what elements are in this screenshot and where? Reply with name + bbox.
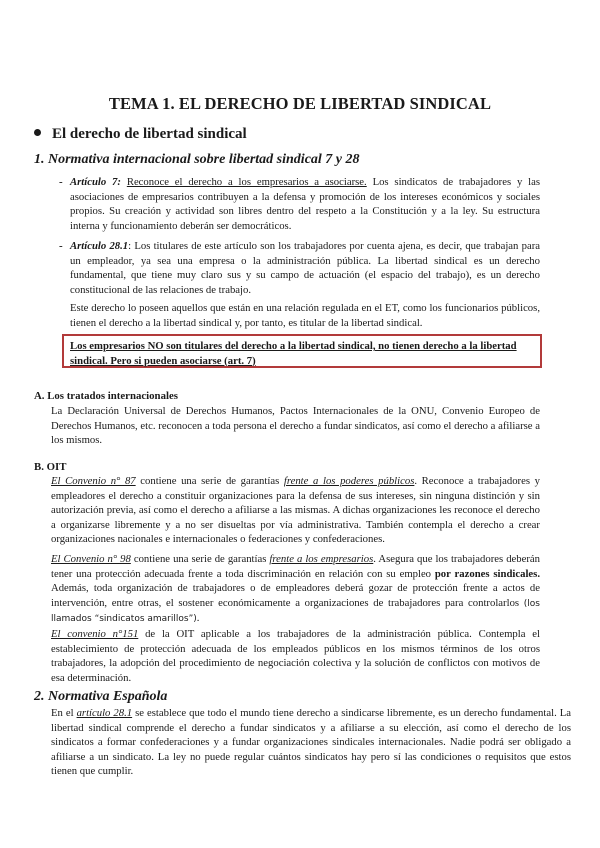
paragraph-convenio-151 (51, 627, 540, 685)
handwritten-note: (los llamados “sindicatos amarillos”) (51, 598, 540, 625)
page-title: TEMA 1. EL DERECHO DE LIBERTAD SINDICAL (108, 94, 492, 113)
section-heading-libertad-sindical (34, 126, 247, 143)
section-heading-text: El derecho de libertad sindical (52, 126, 247, 142)
convenio-98-end: . (196, 612, 200, 625)
dash-bullet: - (59, 240, 63, 252)
paragraph-art7 (70, 175, 540, 233)
subheading-normativa-internacional: 1. Normativa internacional sobre libertad sindical 7 y 28 (34, 152, 360, 167)
paragraph-normativa-espanola (51, 706, 571, 779)
convenio-87-mid: contiene una serie de garantías (135, 475, 284, 487)
convenio-98-text-1: . Asegura que los trabajadores deberán tener una protección adecuada frente a toda discriminación en relación con su empleo (51, 553, 541, 580)
convenio-98-mid: contiene una serie de garantías (130, 553, 270, 565)
convenio-98-bold: por razones sindicales. (434, 567, 540, 580)
convenio-98-text-2: Además, toda organización de trabajadores o de empleadores deberá gozar de protección frente a actos de intervención, entre otras, el sostener económicamente a organizaciones de trabajadores para controlarlos (51, 582, 540, 609)
highlight-box-text: Los empresarios NO son titulares del derecho a la libertad sindical, no tienen derecho a la libertad sindical. Pero si pueden asociarse (art. 7) (70, 340, 517, 367)
highlight-box (62, 334, 542, 368)
subheading-oit: B. OIT (34, 461, 67, 473)
dash-bullet: - (59, 176, 63, 188)
bullet-icon (34, 129, 41, 136)
normativa-pre: En el (51, 707, 77, 719)
art7-text: Los sindicatos de trabajadores y las asociaciones de empresarios contribuyen a la defensa y promoción de los intereses económicos y sociales propios. Su creación y actividad son libres dentro del respeto a la Constitución y a la ley. Su estructura interna y funcionamiento deberán ser democráticos. (70, 176, 541, 232)
paragraph-convenio-98 (51, 552, 540, 627)
art28-label: Artículo 28.1 (70, 240, 129, 252)
paragraph-convenio-87 (51, 474, 540, 547)
art28-text: : Los titulares de este artículo son los trabajadores por cuenta ajena, es decir, que trabajan para un empleador, ya sea una empresa o la administración pública. La libertad sindical es un derecho fundamental, que tiene muy claro sus y su campo de actuación (el espacio del trabajo), es un derecho constitucional de las relaciones de trabajo. (70, 240, 541, 296)
convenio-151-text: de la OIT aplicable a los trabajadores de la administración pública. Contempla el establecimiento de protección adecuada de los empleados públicos en los mismos términos de los otros trabajadores, la adopción del procedimiento de negociación colectiva y la solución de conflictos con motivos de esa determinación. (51, 628, 540, 684)
convenio-98-emphasis: frente a los empresarios (269, 553, 374, 565)
normativa-text: se establece que todo el mundo tiene derecho a sindicarse libremente, es un derecho fundamental. La libertad sindical comprende el derecho a fundar sindicatos y a afiliarse a su elección, así como el derecho de los sindicatos a formar confederaciones y a fundar organizaciones sindicales internacionales. Nadie podrá ser obligado a afiliarse a un sindicato. La ley no puede regular cuántos sindicatos hay pero sí las condiciones o requisitos que estos tienen que cumplir. (51, 707, 572, 778)
articulo-28-link: artículo 28.1 (76, 707, 133, 719)
convenio-98-label: El Convenio n° 98 (51, 553, 131, 565)
paragraph-tratados: La Declaración Universal de Derechos Humanos, Pactos Internacionales de la ONU, Convenio Europeo de Derechos Humanos, etc. reconocen a toda persona el derecho a fundar sindicatos, así como el derecho a afiliarse a los mismos. (51, 405, 540, 447)
convenio-87-label: El Convenio n° 87 (51, 475, 136, 487)
convenio-151-label: El convenio n°151 (51, 628, 139, 640)
art7-label: Artículo 7: (70, 176, 121, 188)
convenio-87-text: . Reconoce a trabajadores y empleadores el derecho a constituir organizaciones para la defensa de sus intereses, sin ninguna distinción y sin autorización previa, así como el derecho a afiliarse a las mismas. A dichas organizaciones les reconoce el derecho a organizarse libremente y a no ser disueltas por vía administrativa. También contempla el derecho a crear organizaciones nacionales e internacionales o federaciones y confederaciones. (51, 475, 540, 546)
convenio-87-emphasis: frente a los poderes públicos (283, 475, 415, 487)
art7-underlined: Reconoce el derecho a los empresarios a asociarse. (126, 176, 367, 188)
subheading-tratados: A. Los tratados internacionales (34, 390, 178, 402)
paragraph-et: Este derecho lo poseen aquellos que están en una relación regulada en el ET, como los funcionarios públicos, tienen el derecho a la libertad sindical y, por tanto, es titular de la libertad sindical. (70, 302, 540, 329)
subheading-normativa-espanola: 2. Normativa Española (34, 689, 168, 704)
paragraph-art28 (70, 239, 540, 297)
